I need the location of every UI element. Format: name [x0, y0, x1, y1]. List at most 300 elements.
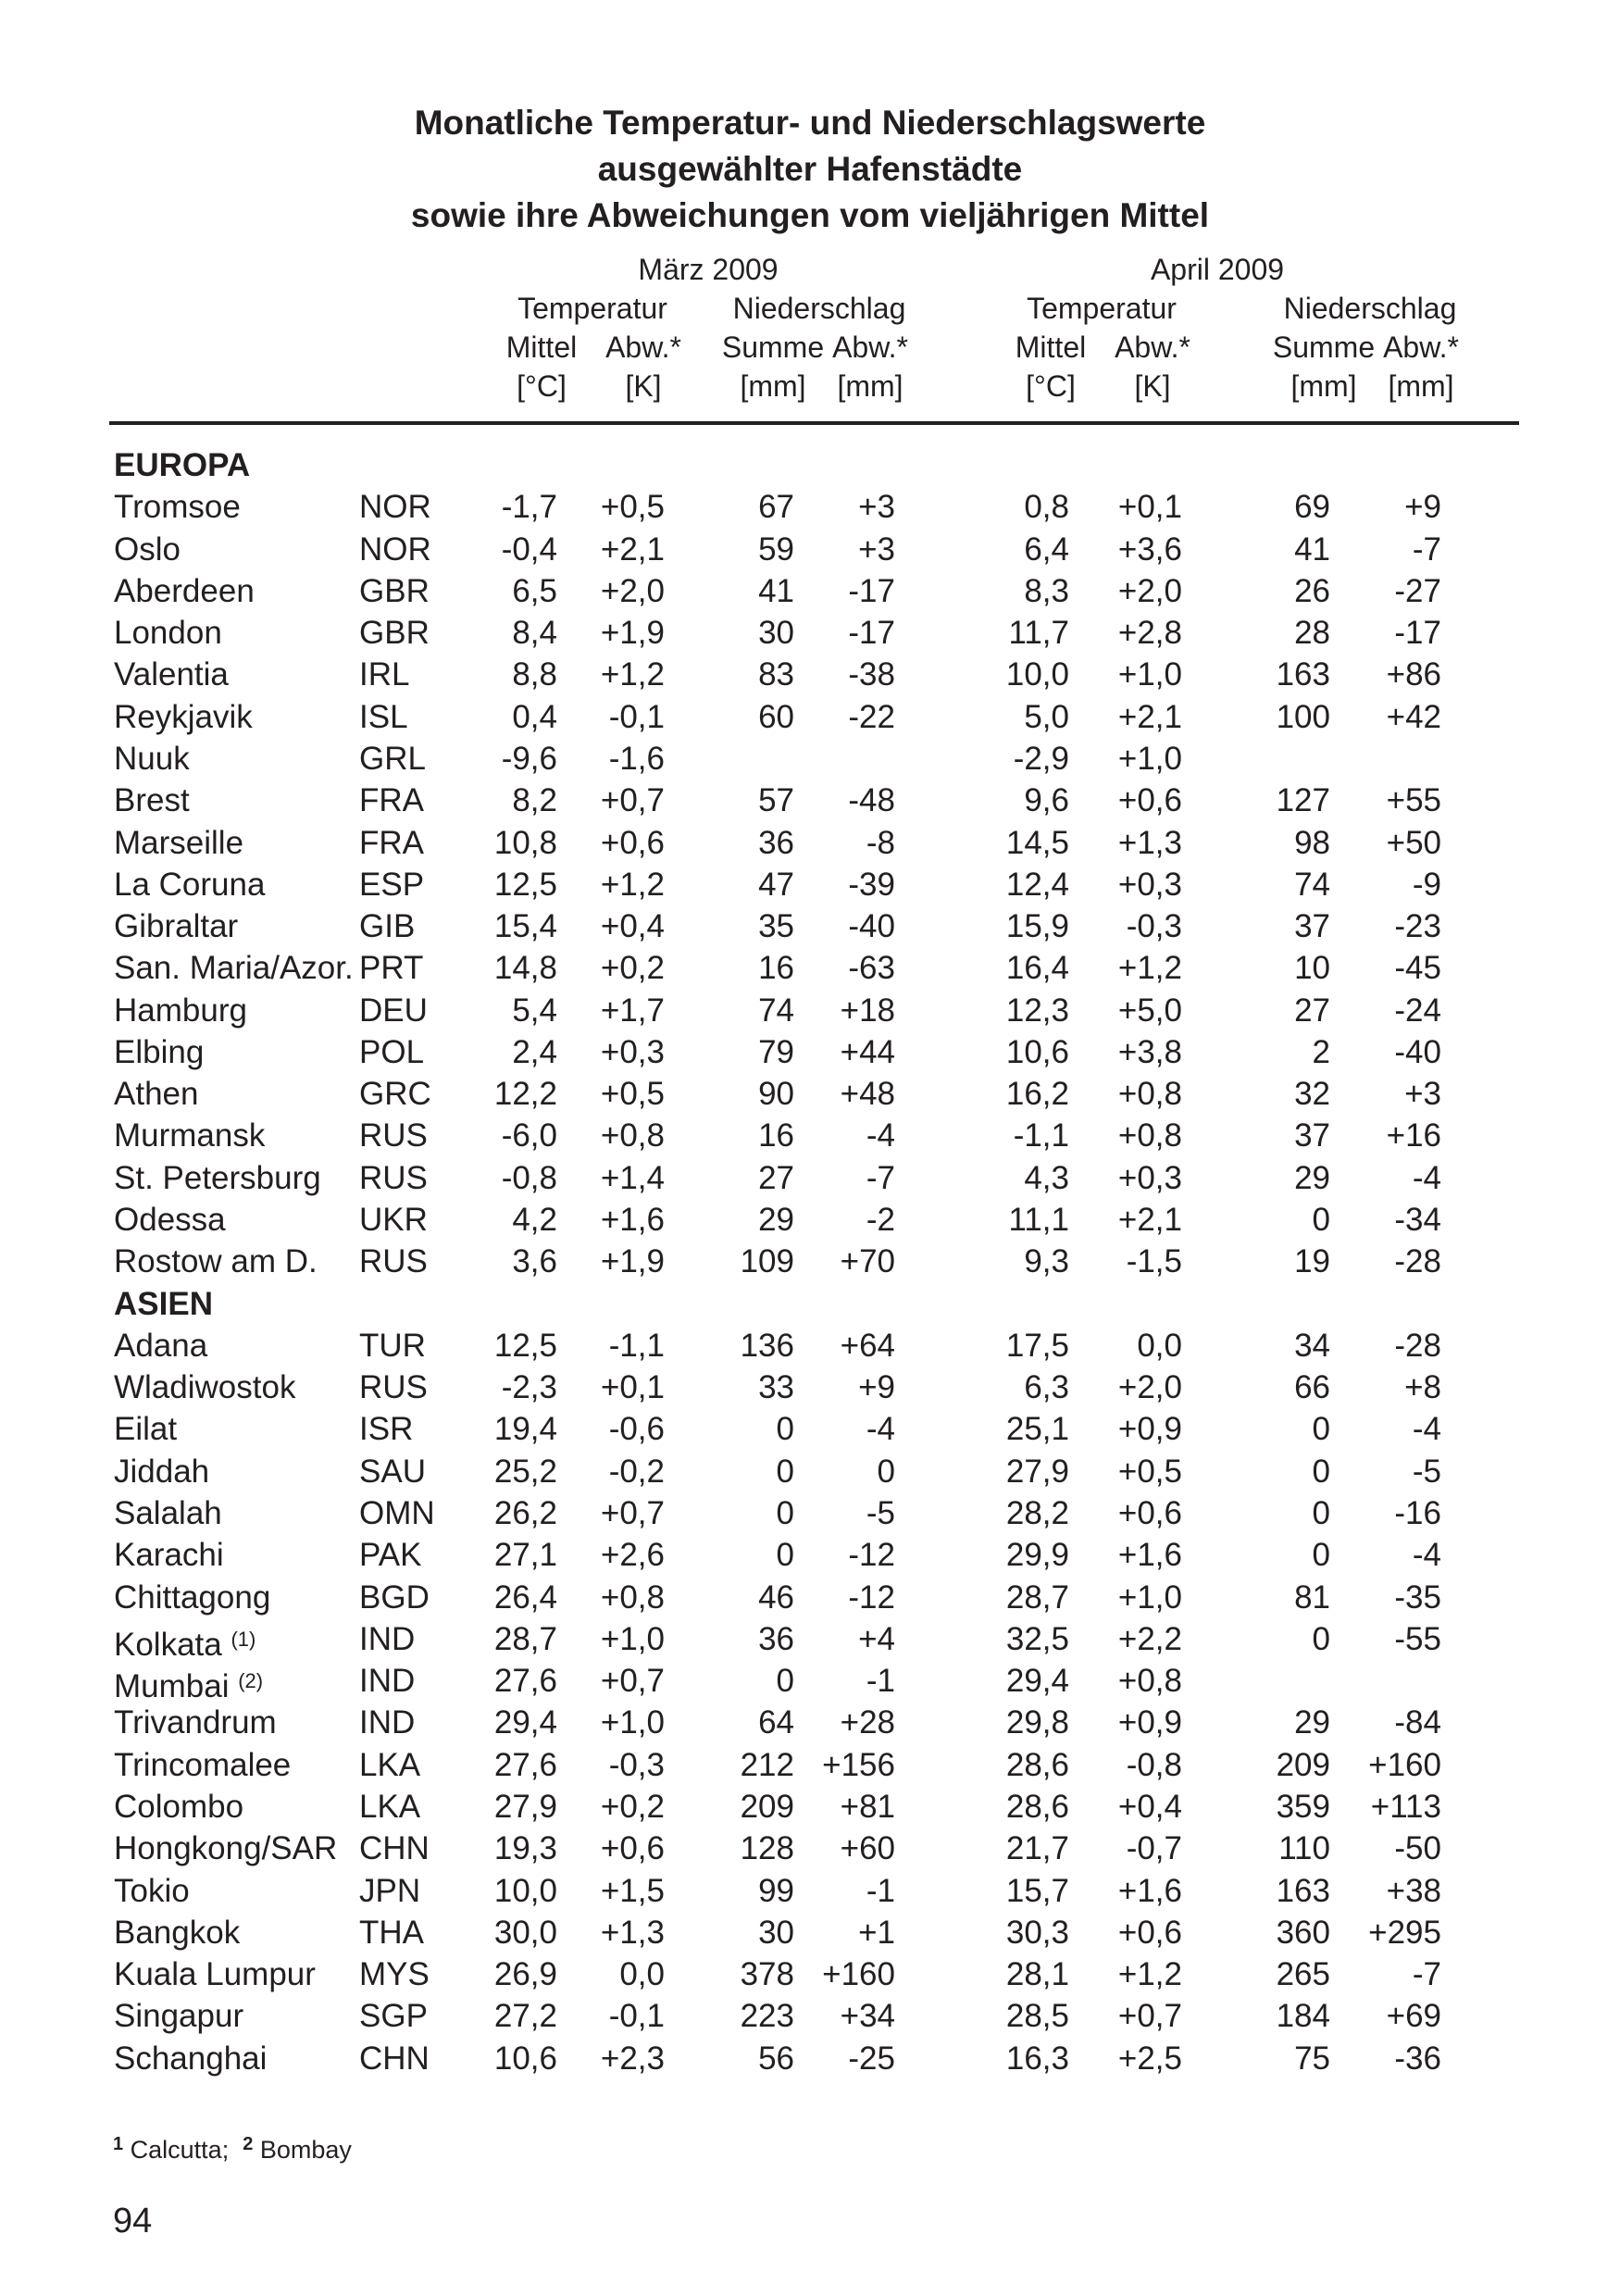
country-code-cell: IRL — [359, 656, 410, 693]
value-cell: 30,3 — [1005, 1914, 1069, 1951]
value-cell: 28 — [1294, 615, 1330, 652]
month-header-april: April 2009 — [1150, 253, 1285, 286]
value-cell: +0,3 — [1117, 866, 1182, 903]
value-cell: 27 — [1294, 992, 1330, 1029]
footnote-reference: (1) — [231, 1627, 256, 1651]
table-row — [0, 654, 1620, 695]
city-cell — [114, 1953, 316, 1995]
city-cell — [114, 1912, 240, 1953]
value-cell: 19,3 — [493, 1830, 557, 1867]
value-cell: +2,1 — [1117, 698, 1182, 735]
value-cell: -6,0 — [501, 1117, 557, 1154]
value-cell: +3 — [858, 530, 895, 568]
value-cell: +2,5 — [1117, 2040, 1182, 2077]
value-cell: 30,0 — [493, 1914, 557, 1951]
section-heading: ASIEN — [114, 1285, 213, 1322]
country-code-cell: OMN — [359, 1495, 435, 1531]
country-code-cell: FRA — [359, 782, 424, 819]
table-row — [0, 738, 1620, 780]
value-cell: +2,6 — [600, 1537, 665, 1574]
value-cell: 0 — [776, 1495, 794, 1531]
value-cell: -84 — [1394, 1704, 1441, 1741]
value-cell: +9 — [858, 1369, 895, 1406]
value-cell: 0 — [776, 1663, 794, 1700]
value-cell: +42 — [1386, 698, 1441, 735]
table-row — [0, 1702, 1620, 1743]
city-name: Hongkong/SAR — [114, 1830, 338, 1867]
value-cell: +18 — [840, 992, 895, 1029]
value-cell: 265 — [1276, 1956, 1330, 1993]
country-code-cell: THA — [359, 1914, 424, 1951]
value-cell: 37 — [1294, 908, 1330, 945]
country-code-cell: UKR — [359, 1202, 428, 1239]
table-row — [0, 696, 1620, 738]
value-cell: +0,3 — [1117, 1159, 1182, 1196]
value-cell: +156 — [822, 1746, 895, 1783]
city-cell — [114, 2038, 267, 2079]
city-cell — [114, 1492, 222, 1534]
value-cell: 12,5 — [493, 1327, 557, 1364]
value-cell: +0,7 — [600, 1663, 665, 1700]
value-cell: 46 — [758, 1578, 794, 1616]
city-cell — [114, 529, 181, 570]
value-cell: -1,6 — [608, 740, 665, 777]
value-cell: 212 — [740, 1746, 794, 1783]
value-cell: +1,2 — [1117, 950, 1182, 987]
value-cell: 4,3 — [1024, 1159, 1069, 1196]
table-row — [0, 1912, 1620, 1953]
city-cell — [114, 1534, 224, 1576]
value-cell: -0,8 — [1126, 1746, 1182, 1783]
value-cell: -48 — [848, 782, 895, 819]
value-cell: +2,1 — [1117, 1202, 1182, 1239]
value-cell: -63 — [848, 950, 895, 987]
value-cell: +0,6 — [600, 1830, 665, 1867]
value-cell: +3 — [858, 489, 895, 526]
value-cell: -12 — [848, 1578, 895, 1616]
value-cell: +0,4 — [1117, 1788, 1182, 1825]
value-cell: +0,8 — [1117, 1117, 1182, 1154]
value-cell: +0,3 — [600, 1033, 665, 1070]
city-cell — [114, 1995, 243, 2037]
value-cell: +0,8 — [1117, 1663, 1182, 1700]
value-cell: +1,0 — [600, 1704, 665, 1741]
value-cell: +44 — [840, 1033, 895, 1070]
value-cell: +1,6 — [1117, 1537, 1182, 1574]
section-heading: EUROPA — [114, 447, 251, 483]
value-cell: -0,8 — [501, 1159, 557, 1196]
value-cell: 209 — [1276, 1746, 1330, 1783]
footnote-reference: (2) — [238, 1669, 264, 1693]
value-cell: +1,5 — [600, 1872, 665, 1909]
city-cell — [114, 1702, 277, 1743]
city-name: Odessa — [114, 1202, 226, 1239]
value-cell: +1,0 — [1117, 1578, 1182, 1616]
value-cell: -1,5 — [1126, 1243, 1182, 1280]
value-cell: +1,3 — [1117, 824, 1182, 861]
value-cell: +0,2 — [600, 1788, 665, 1825]
value-cell: -50 — [1394, 1830, 1441, 1867]
value-cell: 100 — [1276, 698, 1330, 735]
table-row — [0, 1660, 1620, 1705]
value-cell: 27,9 — [493, 1788, 557, 1825]
country-code-cell: SAU — [359, 1453, 426, 1490]
table-row — [0, 2038, 1620, 2079]
value-cell: +9 — [1404, 489, 1441, 526]
value-cell: -23 — [1394, 908, 1441, 945]
value-cell: +4 — [858, 1620, 895, 1657]
value-cell: 17,5 — [1005, 1327, 1069, 1364]
value-cell: +0,8 — [600, 1117, 665, 1154]
value-cell: -4 — [866, 1411, 895, 1448]
city-name: Kuala Lumpur — [114, 1956, 316, 1993]
value-cell: +0,2 — [600, 950, 665, 987]
value-cell: 56 — [758, 2040, 794, 2077]
country-code-cell: LKA — [359, 1746, 421, 1783]
value-cell: +0,6 — [1117, 1495, 1182, 1531]
country-code-cell: ISR — [359, 1411, 414, 1448]
value-cell: +113 — [1370, 1788, 1441, 1825]
value-cell: +55 — [1386, 782, 1441, 819]
city-name: Marseille — [114, 824, 244, 861]
value-cell: +16 — [1386, 1117, 1441, 1154]
city-name: Kolkata — [114, 1626, 222, 1663]
value-cell: 0 — [776, 1411, 794, 1448]
value-cell: 67 — [758, 489, 794, 526]
value-cell: 30 — [758, 615, 794, 652]
value-cell: +1,9 — [600, 1243, 665, 1280]
value-cell: -27 — [1394, 572, 1441, 609]
value-cell: +0,5 — [600, 489, 665, 526]
value-cell: 0 — [1312, 1202, 1330, 1239]
value-cell: 136 — [740, 1327, 794, 1364]
value-cell: 0 — [877, 1453, 895, 1490]
value-cell: 66 — [1294, 1369, 1330, 1406]
value-cell: -1 — [866, 1872, 895, 1909]
value-cell: -35 — [1394, 1578, 1441, 1616]
value-cell: 37 — [1294, 1117, 1330, 1154]
table-row — [0, 1534, 1620, 1576]
table-row — [0, 1325, 1620, 1366]
value-cell: 28,7 — [1005, 1578, 1069, 1616]
value-cell: 26 — [1294, 572, 1330, 609]
value-cell: +28 — [840, 1704, 895, 1741]
city-cell — [114, 1031, 204, 1073]
value-cell: -1,1 — [1013, 1117, 1069, 1154]
city-cell — [114, 947, 354, 989]
table-row — [0, 990, 1620, 1031]
value-cell: -8 — [866, 824, 895, 861]
unit-header-mm-sum-april: [mm] — [1290, 369, 1357, 403]
city-cell — [114, 1241, 318, 1282]
value-cell: -12 — [848, 1537, 895, 1574]
footnote — [113, 2126, 352, 2168]
value-cell: +0,6 — [1117, 782, 1182, 819]
value-cell: +0,5 — [600, 1076, 665, 1113]
city-cell — [114, 1325, 207, 1366]
value-cell: +0,8 — [1117, 1076, 1182, 1113]
value-cell: 98 — [1294, 824, 1330, 861]
value-cell: +3 — [1404, 1076, 1441, 1113]
country-code-cell: PRT — [359, 950, 424, 987]
value-cell: 41 — [1294, 530, 1330, 568]
sub-header-abw-nied-april: Abw.* — [1383, 331, 1459, 364]
value-cell: 0,0 — [619, 1956, 665, 1993]
value-cell: 0,0 — [1137, 1327, 1182, 1364]
value-cell: 15,9 — [1005, 908, 1069, 945]
table-row — [0, 1031, 1620, 1073]
city-cell — [114, 1157, 321, 1199]
value-cell: 27,6 — [493, 1746, 557, 1783]
value-cell: 109 — [740, 1243, 794, 1280]
value-cell: 16,2 — [1005, 1076, 1069, 1113]
city-name: La Coruna — [114, 866, 266, 903]
value-cell: 74 — [1294, 866, 1330, 903]
city-cell — [114, 1618, 255, 1666]
value-cell: 83 — [758, 656, 794, 693]
value-cell: 0 — [776, 1453, 794, 1490]
city-name: Elbing — [114, 1033, 205, 1070]
value-cell: 2,4 — [512, 1033, 557, 1070]
value-cell: 28,6 — [1005, 1788, 1069, 1825]
table-row — [0, 822, 1620, 864]
value-cell: 16 — [758, 950, 794, 987]
value-cell: 15,7 — [1005, 1872, 1069, 1909]
country-code-cell: IND — [359, 1704, 416, 1741]
value-cell: +2,3 — [600, 2040, 665, 2077]
value-cell: 27 — [758, 1159, 794, 1196]
country-code-cell: IND — [359, 1620, 416, 1657]
country-code-cell: LKA — [359, 1788, 421, 1825]
city-cell — [114, 780, 190, 821]
value-cell: +60 — [840, 1830, 895, 1867]
city-name: Rostow am D. — [114, 1243, 318, 1280]
country-code-cell: ISL — [359, 698, 408, 735]
unit-header-mm-abw-april: [mm] — [1388, 369, 1454, 403]
value-cell: -17 — [848, 572, 895, 609]
value-cell: 223 — [740, 1998, 794, 2035]
value-cell: -7 — [866, 1159, 895, 1196]
value-cell: 184 — [1276, 1998, 1330, 2035]
value-cell: 9,3 — [1024, 1243, 1069, 1280]
sub-header-mittel-april: Mittel — [1015, 331, 1087, 364]
value-cell: 0 — [1312, 1495, 1330, 1531]
table-row — [0, 864, 1620, 905]
value-cell: 32,5 — [1005, 1620, 1069, 1657]
value-cell: +8 — [1404, 1369, 1441, 1406]
value-cell: +5,0 — [1117, 992, 1182, 1029]
value-cell: 10,0 — [493, 1872, 557, 1909]
value-cell: 14,8 — [493, 950, 557, 987]
value-cell: -16 — [1394, 1495, 1441, 1531]
city-cell — [114, 905, 238, 947]
city-name: Wladiwostok — [114, 1369, 296, 1406]
value-cell: +2,2 — [1117, 1620, 1182, 1657]
sub-header-abw-nied-march: Abw.* — [832, 331, 908, 364]
table-row — [0, 1828, 1620, 1869]
table-row — [0, 486, 1620, 528]
footnote-text-2: Bombay — [259, 2136, 352, 2164]
sub-header-summe-april: Summe — [1272, 331, 1376, 364]
value-cell: 0,4 — [512, 698, 557, 735]
value-cell: -17 — [1394, 615, 1441, 652]
value-cell: 28,1 — [1005, 1956, 1069, 1993]
value-cell: 41 — [758, 572, 794, 609]
value-cell: 16,4 — [1005, 950, 1069, 987]
city-cell — [114, 1073, 198, 1115]
country-code-cell: GBR — [359, 615, 430, 652]
value-cell: -4 — [1412, 1537, 1441, 1574]
footnote-marker-1: 1 — [113, 2134, 124, 2154]
value-cell: 9,6 — [1024, 782, 1069, 819]
value-cell: -22 — [848, 698, 895, 735]
city-name: San. Maria/Azor. — [114, 950, 354, 987]
value-cell: 19 — [1294, 1243, 1330, 1280]
value-cell: 378 — [740, 1956, 794, 1993]
value-cell: 5,0 — [1024, 698, 1069, 735]
city-name: Valentia — [114, 656, 229, 693]
sub-header-mittel-march: Mittel — [505, 331, 578, 364]
sub-header-summe-march: Summe — [721, 331, 825, 364]
value-cell: 27,2 — [493, 1998, 557, 2035]
country-code-cell: CHN — [359, 2040, 430, 2077]
table-row — [0, 1786, 1620, 1828]
value-cell: -0,1 — [608, 1998, 665, 2035]
table-row — [0, 1241, 1620, 1282]
value-cell: +0,1 — [600, 1369, 665, 1406]
value-cell: 209 — [740, 1788, 794, 1825]
table-row — [0, 1744, 1620, 1786]
country-code-cell: RUS — [359, 1159, 428, 1196]
value-cell: -40 — [848, 908, 895, 945]
city-name: Mumbai — [114, 1668, 230, 1705]
value-cell: +2,0 — [1117, 572, 1182, 609]
value-cell: 90 — [758, 1076, 794, 1113]
value-cell: +34 — [840, 1998, 895, 2035]
value-cell: 28,5 — [1005, 1998, 1069, 2035]
table-row — [0, 1366, 1620, 1408]
value-cell: -40 — [1394, 1033, 1441, 1070]
city-cell — [114, 1115, 265, 1156]
value-cell: 29,4 — [493, 1704, 557, 1741]
city-name: Aberdeen — [114, 572, 255, 609]
value-cell: 10,6 — [493, 2040, 557, 2077]
value-cell: 6,5 — [512, 572, 557, 609]
value-cell: 5,4 — [512, 992, 557, 1029]
value-cell: 163 — [1276, 1872, 1330, 1909]
month-header-march: März 2009 — [638, 253, 779, 286]
value-cell: 21,7 — [1005, 1830, 1069, 1867]
city-name: Brest — [114, 782, 190, 819]
country-code-cell: MYS — [359, 1956, 430, 1993]
value-cell: 10,8 — [493, 824, 557, 861]
city-cell — [114, 654, 229, 695]
value-cell: +2,8 — [1117, 615, 1182, 652]
city-cell — [114, 990, 247, 1031]
city-name: Murmansk — [114, 1117, 266, 1154]
value-cell: +0,9 — [1117, 1411, 1182, 1448]
country-code-cell: GIB — [359, 908, 416, 945]
country-code-cell: RUS — [359, 1117, 428, 1154]
footnote-marker-2: 2 — [243, 2134, 254, 2154]
value-cell: 11,1 — [1008, 1202, 1069, 1239]
country-code-cell: ESP — [359, 866, 425, 903]
city-name: London — [114, 615, 222, 652]
value-cell: 47 — [758, 866, 794, 903]
value-cell: 30 — [758, 1914, 794, 1951]
city-cell — [114, 1660, 263, 1707]
value-cell: 36 — [758, 1620, 794, 1657]
city-name: St. Petersburg — [114, 1159, 321, 1196]
title-line-2: ausgewählter Hafenstädte — [597, 150, 1023, 188]
title-line-1: Monatliche Temperatur- und Niederschlagswerte — [414, 104, 1206, 142]
value-cell: 27,6 — [493, 1663, 557, 1700]
value-cell: -9 — [1412, 866, 1441, 903]
table-row — [0, 780, 1620, 821]
city-name: Hamburg — [114, 992, 247, 1029]
value-cell: +1,3 — [600, 1914, 665, 1951]
value-cell: -4 — [866, 1117, 895, 1154]
country-code-cell: NOR — [359, 530, 431, 568]
value-cell: 11,7 — [1008, 615, 1069, 652]
value-cell: 16 — [758, 1117, 794, 1154]
city-name: Eilat — [114, 1411, 178, 1448]
value-cell: -55 — [1394, 1620, 1441, 1657]
value-cell: +86 — [1386, 656, 1441, 693]
value-cell: 0 — [776, 1537, 794, 1574]
value-cell: -36 — [1394, 2040, 1441, 2077]
city-name: Athen — [114, 1076, 199, 1113]
value-cell: +1,4 — [600, 1159, 665, 1196]
value-cell: 26,4 — [493, 1578, 557, 1616]
value-cell: 59 — [758, 530, 794, 568]
value-cell: 8,3 — [1024, 572, 1069, 609]
value-cell: +0,9 — [1117, 1704, 1182, 1741]
country-code-cell: GRL — [359, 740, 426, 777]
value-cell: +0,6 — [600, 824, 665, 861]
page-number: 94 — [113, 2202, 153, 2240]
value-cell: -38 — [848, 656, 895, 693]
value-cell: -17 — [848, 615, 895, 652]
value-cell: +3,8 — [1117, 1033, 1182, 1070]
city-name: Tokio — [114, 1872, 190, 1909]
city-cell — [114, 696, 253, 738]
value-cell: +38 — [1386, 1872, 1441, 1909]
value-cell: +1 — [858, 1914, 895, 1951]
unit-header-mm-sum-march: [mm] — [740, 369, 806, 403]
value-cell: 12,3 — [1005, 992, 1069, 1029]
city-cell — [114, 1199, 226, 1241]
unit-header-mm-abw-march: [mm] — [837, 369, 903, 403]
city-name: Tromsoe — [114, 489, 241, 526]
value-cell: +1,6 — [1117, 1872, 1182, 1909]
city-cell — [114, 1577, 270, 1618]
value-cell: 8,8 — [512, 656, 557, 693]
city-name: Reykjavik — [114, 698, 253, 735]
country-code-cell: NOR — [359, 489, 431, 526]
value-cell: -2,3 — [501, 1369, 557, 1406]
value-cell: +0,7 — [600, 782, 665, 819]
value-cell: +1,0 — [600, 1620, 665, 1657]
value-cell: 360 — [1276, 1914, 1330, 1951]
table-row — [0, 1115, 1620, 1156]
value-cell: 359 — [1276, 1788, 1330, 1825]
value-cell: -25 — [848, 2040, 895, 2077]
value-cell: +81 — [840, 1788, 895, 1825]
value-cell: -0,6 — [608, 1411, 665, 1448]
value-cell: 12,2 — [493, 1076, 557, 1113]
value-cell: 0 — [1312, 1411, 1330, 1448]
